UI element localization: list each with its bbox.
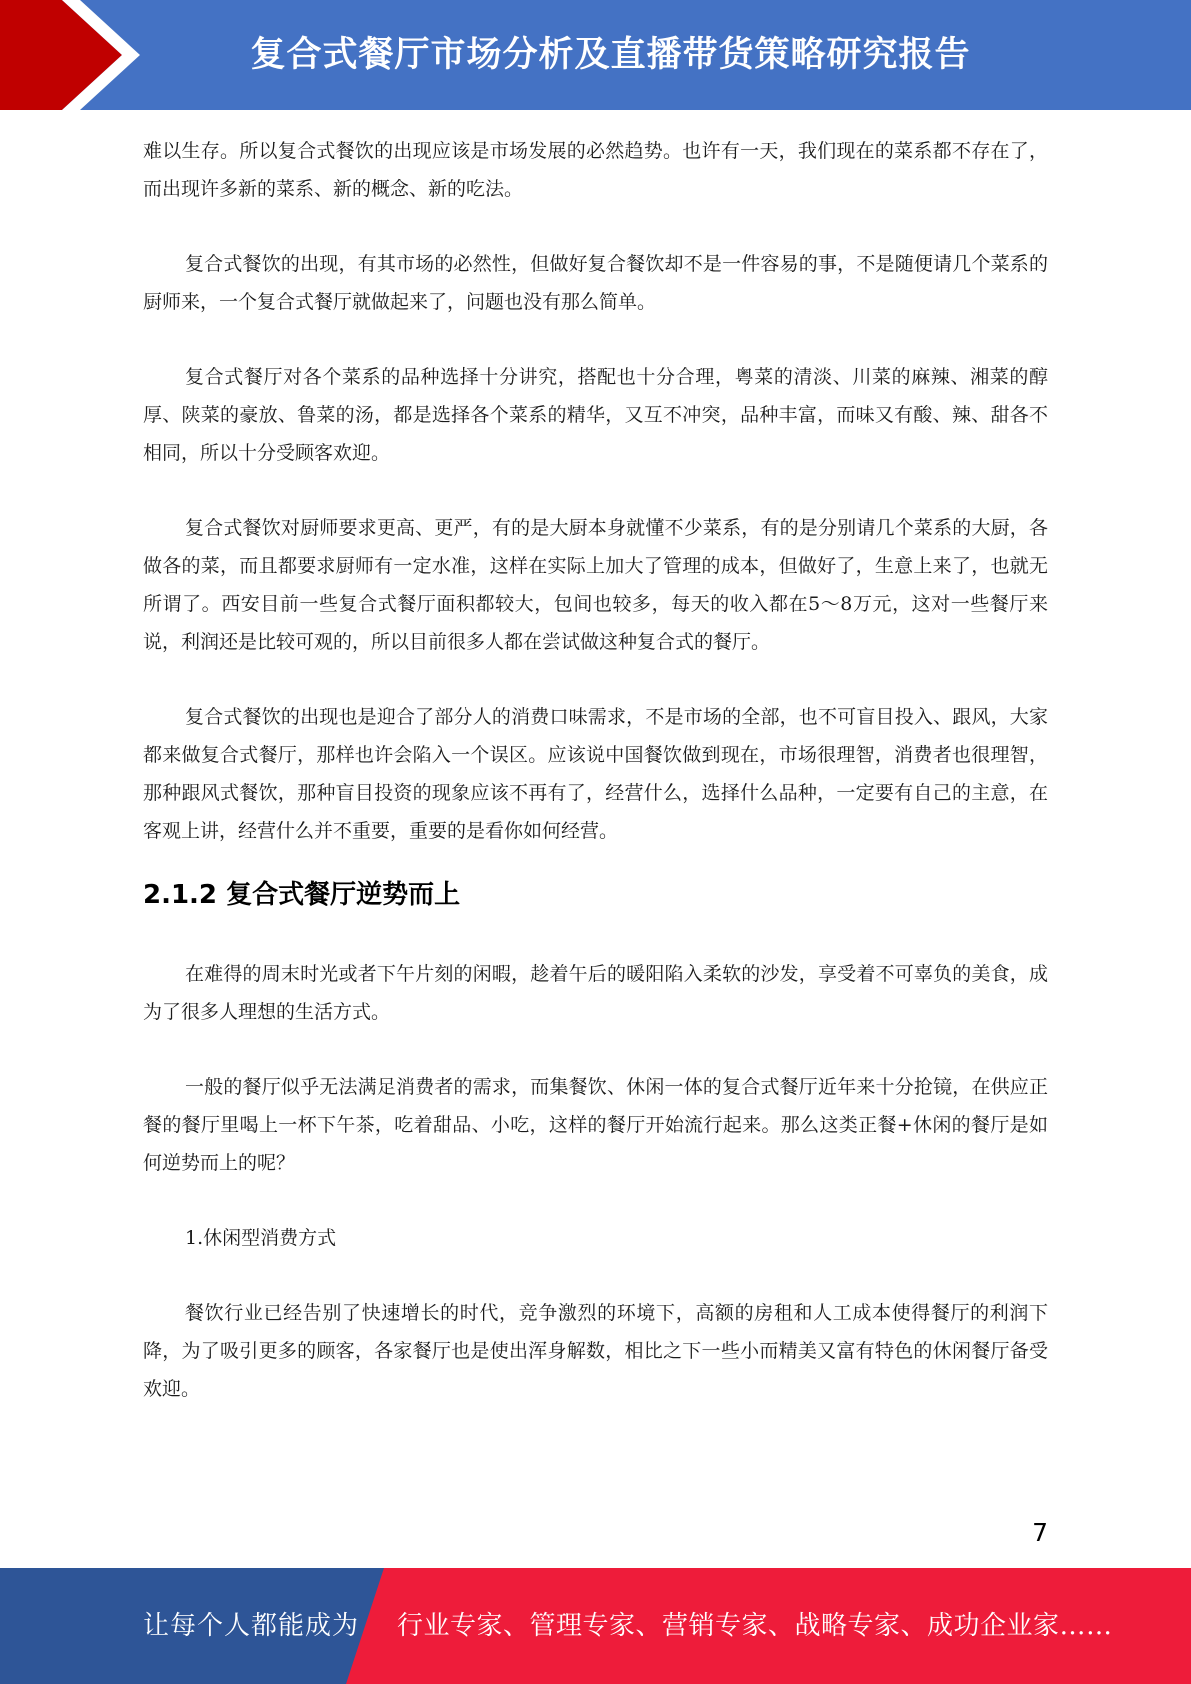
header-chevron-decoration [0, 0, 160, 110]
page-header [0, 0, 1191, 110]
document-body [143, 130, 1048, 1445]
paragraph: 复合式餐饮的出现，有其市场的必然性，但做好复合餐饮却不是一件容易的事，不是随便请几个菜系的厨师来，一个复合式餐厅就做起来了，问题也没有那么简单。 [143, 253, 1048, 313]
footer-slogan: 让每个人都能成为 [143, 1611, 360, 1641]
paragraph: 一般的餐厅似乎无法满足消费者的需求，而集餐饮、休闲一体的复合式餐厅近年来十分抢镜，在供应正餐的餐厅里喝上一杯下午茶，吃着甜品、小吃，这样的餐厅开始流行起来。那么这类正餐+休闲的餐厅是如何逆势而上的呢？ [143, 1076, 1048, 1174]
footer-tagline: 行业专家、管理专家、营销专家、战略专家、成功企业家…… [397, 1611, 1113, 1641]
paragraph: 在难得的周末时光或者下午片刻的闲暇，趁着午后的暖阳陷入柔软的沙发，享受着不可辜负的美食，成为了很多人理想的生活方式。 [143, 963, 1048, 1023]
section-heading: 2.1.2 复合式餐厅逆势而上 [143, 880, 461, 910]
paragraph: 难以生存。所以复合式餐饮的出现应该是市场发展的必然趋势。也许有一天，我们现在的菜系都不存在了，而出现许多新的菜系、新的概念、新的吃法。 [143, 140, 1048, 200]
report-title: 复合式餐厅市场分析及直播带货策略研究报告 [250, 35, 971, 75]
page-number: 7 [1032, 1518, 1048, 1547]
paragraph: 复合式餐饮的出现也是迎合了部分人的消费口味需求，不是市场的全部，也不可盲目投入、跟风，大家都来做复合式餐厅，那样也许会陷入一个误区。应该说中国餐饮做到现在，市场很理智，消费者也很理智，那种跟风式餐饮，那种盲目投资的现象应该不再有了，经营什么，选择什么品种，一定要有自己的主意，在客观上讲，经营什么并不重要，重要的是看你如何经营。 [143, 706, 1048, 842]
paragraph: 餐饮行业已经告别了快速增长的时代，竞争激烈的环境下，高额的房租和人工成本使得餐厅的利润下降，为了吸引更多的顾客，各家餐厅也是使出浑身解数，相比之下一些小而精美又富有特色的休闲餐厅备受欢迎。 [143, 1302, 1048, 1400]
list-item-heading: 1.休闲型消费方式 [185, 1227, 337, 1249]
paragraph: 复合式餐饮对厨师要求更高、更严，有的是大厨本身就懂不少菜系，有的是分别请几个菜系的大厨，各做各的菜，而且都要求厨师有一定水准，这样在实际上加大了管理的成本，但做好了，生意上来了，也就无所谓了。西安目前一些复合式餐厅面积都较大，包间也较多，每天的收入都在5～8万元，这对一些餐厅来说，利润还是比较可观的，所以目前很多人都在尝试做这种复合式的餐厅。 [143, 517, 1048, 653]
paragraph: 复合式餐厅对各个菜系的品种选择十分讲究，搭配也十分合理，粤菜的清淡、川菜的麻辣、湘菜的醇厚、陕菜的豪放、鲁菜的汤，都是选择各个菜系的精华，又互不冲突，品种丰富，而味又有酸、辣、甜各不相同，所以十分受顾客欢迎。 [143, 366, 1048, 464]
page-footer [0, 1568, 1191, 1684]
